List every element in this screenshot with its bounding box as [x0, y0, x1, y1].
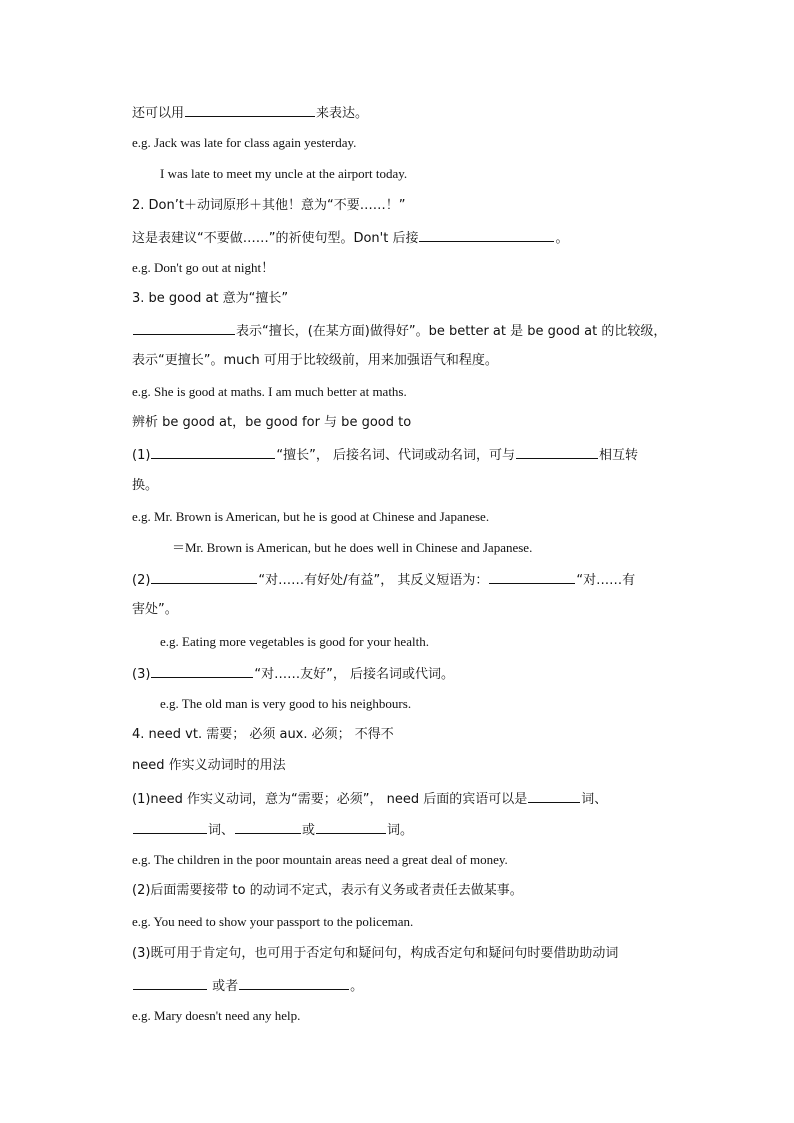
- text-line: [132, 789, 664, 809]
- line-text: 或者: [208, 979, 239, 994]
- text-line: 换。: [132, 478, 159, 493]
- fill-blank[interactable]: [151, 664, 253, 678]
- text-line: e.g. She is good at maths. I am much better at maths.: [132, 384, 407, 399]
- text-line: 2. Don’t＋动词原形＋其他！意为“不要……！”: [132, 198, 406, 213]
- text-line: I was late to meet my uncle at the airport today.: [160, 166, 408, 181]
- fill-blank[interactable]: [133, 321, 235, 335]
- line-text: (1): [132, 448, 151, 463]
- fill-blank[interactable]: [133, 976, 207, 990]
- fill-blank[interactable]: [516, 445, 598, 459]
- line-text: 。: [555, 231, 569, 246]
- line-text: 相互转: [599, 448, 639, 463]
- text-line: need 作实义动词时的用法: [132, 758, 286, 773]
- fill-blank[interactable]: [419, 228, 554, 242]
- fill-blank[interactable]: [133, 820, 207, 834]
- fill-blank[interactable]: [151, 570, 257, 584]
- fill-blank[interactable]: [235, 820, 301, 834]
- text-line: 害处”。: [132, 602, 178, 617]
- line-text: (1)need 作实义动词，意为“需要；必须”， need 后面的宾语可以是: [132, 792, 528, 807]
- line-text: 词。: [387, 823, 414, 838]
- text-line: e.g. Eating more vegetables is good for your health.: [160, 634, 429, 649]
- text-line: e.g. Mary doesn't need any help.: [132, 1008, 301, 1023]
- line-text: 词、: [208, 823, 235, 838]
- fill-blank[interactable]: [151, 445, 275, 459]
- text-line: [132, 228, 664, 248]
- text-line: 3. be good at 意为“擅长”: [132, 291, 289, 306]
- text-line: e.g. Don't go out at night！: [132, 260, 275, 275]
- text-line: [132, 976, 664, 996]
- line-text: 或: [302, 823, 316, 838]
- text-line: [132, 570, 664, 590]
- text-line: 表示“更擅长”。much 可用于比较级前，用来加强语气和程度。: [132, 353, 498, 368]
- line-text: 来表达。: [316, 106, 369, 121]
- line-text: (3): [132, 667, 151, 682]
- text-line: 4. need vt. 需要； 必须 aux. 必须； 不得不: [132, 727, 394, 742]
- line-text: 这是表建议“不要做……”的祈使句型。Don't 后接: [132, 231, 419, 246]
- line-text: “对……有好处/有益”， 其反义短语为：: [258, 573, 489, 588]
- line-text: (2): [132, 573, 151, 588]
- text-line: [132, 664, 664, 684]
- line-text: “对……友好”， 后接名词或代词。: [254, 667, 455, 682]
- fill-blank[interactable]: [185, 103, 315, 117]
- fill-blank[interactable]: [316, 820, 386, 834]
- text-line: (2)后面需要接带 to 的动词不定式，表示有义务或者责任去做某事。: [132, 883, 523, 898]
- line-text: 还可以用: [132, 106, 185, 121]
- line-text: 词、: [581, 792, 608, 807]
- fill-blank[interactable]: [489, 570, 575, 584]
- text-line: [132, 321, 667, 341]
- text-line: e.g. You need to show your passport to the policeman.: [132, 914, 414, 929]
- fill-blank[interactable]: [528, 789, 580, 803]
- text-line: [132, 103, 664, 123]
- fill-blank[interactable]: [239, 976, 349, 990]
- text-line: e.g. The old man is very good to his neighbours.: [160, 696, 412, 711]
- line-text: 。: [350, 979, 364, 994]
- text-line: e.g. Jack was late for class again yesterday.: [132, 135, 357, 150]
- text-line: e.g. The children in the poor mountain areas need a great deal of money.: [132, 852, 508, 867]
- line-text: 表示“擅长，(在某方面)做得好”。be better at 是 be good at 的比较级，: [236, 324, 667, 339]
- line-text: “擅长”， 后接名词、代词或动名词，可与: [276, 448, 516, 463]
- text-line: [132, 445, 664, 465]
- text-line: e.g. Mr. Brown is American, but he is good at Chinese and Japanese.: [132, 509, 490, 524]
- line-text: “对……有: [576, 573, 636, 588]
- text-line: 辨析 be good at，be good for 与 be good to: [132, 415, 412, 430]
- text-line: ＝Mr. Brown is American, but he does well in Chinese and Japanese.: [172, 540, 533, 555]
- text-line: [132, 820, 664, 840]
- text-line: (3)既可用于肯定句，也可用于否定句和疑问句，构成否定句和疑问句时要借助助动词: [132, 946, 619, 961]
